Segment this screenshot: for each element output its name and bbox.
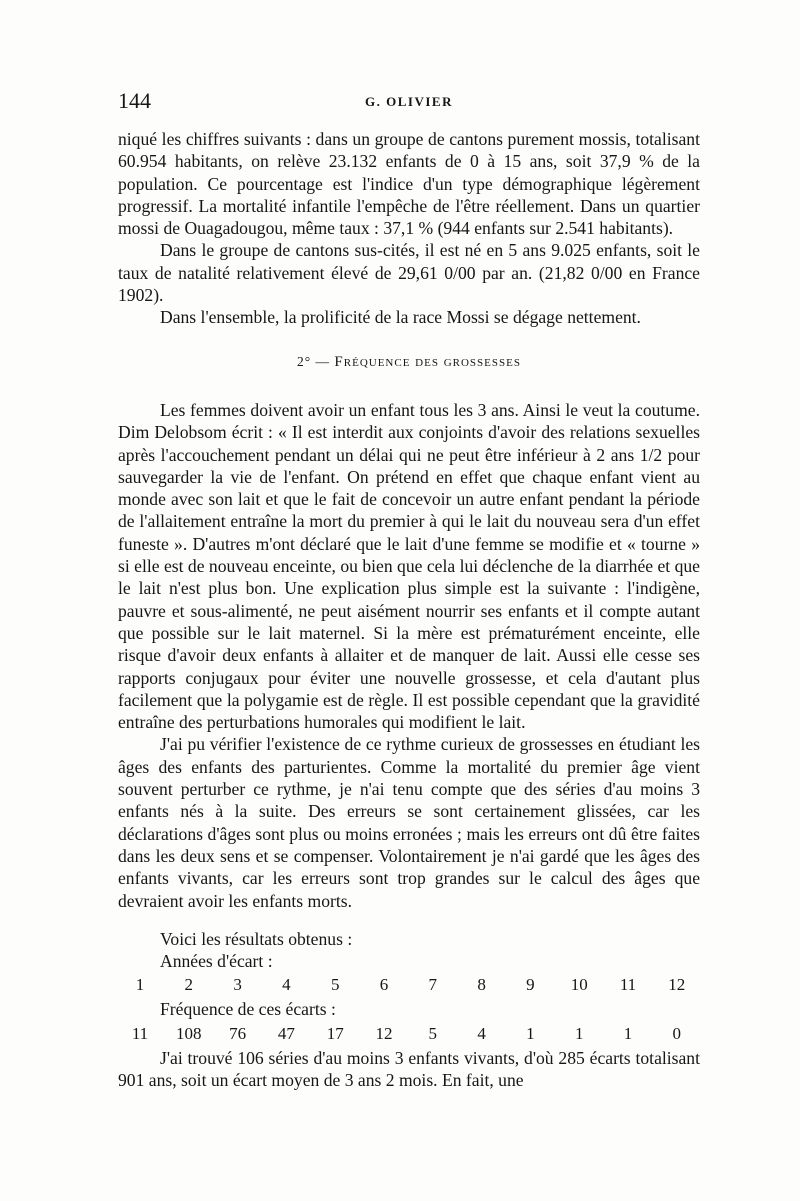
frequency-row <box>118 1021 700 1047</box>
page-number: 144 <box>118 88 151 113</box>
year-gap-value: 1 <box>135 975 145 995</box>
section-heading <box>118 351 700 373</box>
years-row <box>118 972 700 998</box>
frequency-value: 0 <box>672 1023 682 1043</box>
running-head: G. OLIVIER <box>365 94 453 109</box>
year-gap-value: 11 <box>619 975 637 995</box>
year-gap-value: 8 <box>477 975 486 995</box>
results-intro: Voici les résultats obtenus : <box>160 928 353 949</box>
section-title: Fréquence des grossesses <box>334 353 521 370</box>
year-gap-value: 10 <box>570 975 588 995</box>
years-label: Années d'écart : <box>160 951 273 972</box>
frequency-value: 108 <box>176 1023 202 1043</box>
frequency-value: 12 <box>375 1023 393 1043</box>
paragraph-4: Les femmes doivent avoir un enfant tous les 3 ans. Ainsi le veut la coutume. Dim Delobsom écrit : « Il est interdit aux conjoints d'avoir des relations sexuelles après l'accouchement pendant un délai qui ne peut être inférieur à 2 ans 1/2 pour sauvegarder la vie de l'enfant. On prétend en effet que chaque enfant vient au monde avec son lait et que le fait de concevoir un autre enfant pendant la période de l'allaitement entraîne la mort du premier à qui le lait du nouveau sera d'un effet funeste ». D'autres m'ont déclaré que le lait d'une femme se modifie et « tourne » si elle est de nouveau enceinte, ou bien que cela lui déclenche de la diarrhée et que le lait n'est plus bon. Une explication plus simple est la suivante : l'indigène, pauvre et sous-alimenté, ne peut aisément nourrir ses enfants et il compte autant que possible sur le lait maternel. Si la mère est prématurément enceinte, elle risque d'avoir deux enfants à allaiter et de manquer de lait. Aussi elle cesse ses rapports conjugaux pour éviter une nouvelle grossesse, et cela d'autant plus facilement que la polygamie est de règle. Il est possible cependant que la gravidité entraîne des perturbations humorales qui modifient le lait. <box>118 399 700 733</box>
paragraph-5: J'ai pu vérifier l'existence de ce rythme curieux de grossesses en étudiant les âges des enfants des parturientes. Comme la mortalité du premier âge vient souvent perturber ce rythme, je n'ai tenu compte que des séries d'au moins 3 enfants nés à la suite. Des erreurs se sont certainement glissées, car les déclarations d'âges sont plus ou moins erronées ; mais les erreurs ont dû être faites dans les deux sens et se compenser. Volontairement je n'ai gardé que les âges des enfants vivants, car les erreurs sont trop grandes sur le calcul des âges que devraient avoir les enfants morts. <box>118 734 700 911</box>
year-gap-value: 5 <box>330 975 340 995</box>
paragraph-1: niqué les chiffres suivants : dans un groupe de cantons purement mossis, totalisant 60.954 habitants, on relève 23.132 enfants de 0 à 15 ans, soit 37,9 % de la population. Ce pourcentage est l'indice d'un type démographique légèrement progressif. La mortalité infantile l'empêche de l'être réellement. Dans un quartier mossi de Ouagadougou, même taux : 37,1 % (944 enfants sur 2.541 habitants). <box>118 129 700 239</box>
year-gap-value: 4 <box>282 975 291 995</box>
frequency-value: 11 <box>131 1023 149 1043</box>
year-gap-value: 6 <box>379 975 389 995</box>
page-header <box>118 88 700 118</box>
year-gap-value: 3 <box>233 975 242 995</box>
frequency-value: 4 <box>477 1023 486 1043</box>
year-gap-value: 12 <box>668 975 686 995</box>
frequency-value: 47 <box>277 1023 295 1043</box>
year-gap-value: 7 <box>428 975 438 995</box>
paragraph-3: Dans l'ensemble, la prolificité de la race Mossi se dégage nettement. <box>160 307 641 328</box>
frequency-value: 17 <box>326 1023 344 1043</box>
year-gap-value: 9 <box>526 975 535 995</box>
frequency-value: 1 <box>623 1023 633 1043</box>
frequency-value: 5 <box>428 1023 438 1043</box>
section-number: 2° — <box>297 353 331 369</box>
year-gap-value: 2 <box>184 975 194 995</box>
frequency-value: 1 <box>574 1023 584 1043</box>
page-body <box>118 128 700 1091</box>
paragraph-6: J'ai trouvé 106 séries d'au moins 3 enfants vivants, d'où 285 écarts totalisant 901 ans, soit un écart moyen de 3 ans 2 mois. En fait, une <box>118 1047 700 1090</box>
frequency-label: Fréquence de ces écarts : <box>160 999 336 1020</box>
paragraph-2: Dans le groupe de cantons sus-cités, il est né en 5 ans 9.025 enfants, soit le taux de natalité relativement élevé de 29,61 0/00 par an. (21,82 0/00 en France 1902). <box>118 240 700 306</box>
frequency-value: 76 <box>229 1023 247 1043</box>
frequency-value: 1 <box>526 1023 535 1043</box>
